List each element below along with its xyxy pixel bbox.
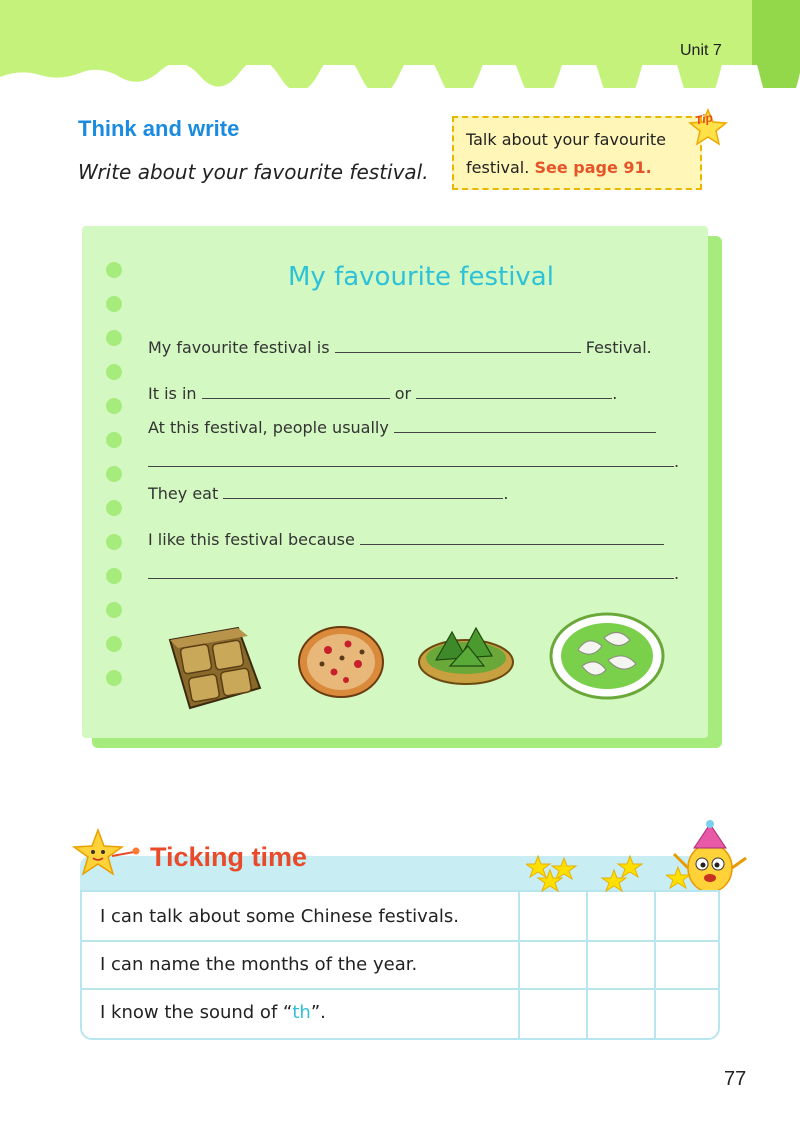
unit-label: Unit 7	[680, 42, 722, 59]
line-2-period: .	[612, 384, 618, 403]
binder-hole	[106, 296, 122, 312]
binder-hole	[106, 568, 122, 584]
writing-line-2	[148, 384, 617, 403]
page-number: 77	[724, 1068, 747, 1090]
tick-cell[interactable]	[520, 942, 586, 988]
tick-cell[interactable]	[588, 990, 654, 1036]
line-2-or: or	[394, 384, 412, 403]
line-3-prompt: At this festival, people usually	[148, 418, 389, 437]
card-title: My favourite festival	[288, 262, 554, 292]
tip-line-1: Talk about your favourite	[466, 130, 667, 149]
tip-text: festival.	[466, 158, 530, 177]
tick-cell[interactable]	[588, 942, 654, 988]
blank-reason-1[interactable]	[360, 531, 664, 545]
tip-line-2	[466, 158, 652, 177]
blank-activities-1[interactable]	[394, 419, 656, 433]
statement-part: ”.	[310, 1002, 326, 1023]
ticking-table	[80, 890, 720, 1040]
line-2-prompt: It is in	[148, 384, 197, 403]
line-1-suffix: Festival.	[585, 338, 652, 357]
line-5-prompt: They eat	[148, 484, 219, 503]
tick-cell[interactable]	[520, 990, 586, 1036]
tip-page-link[interactable]: See page 91.	[534, 158, 652, 177]
ticking-statement	[100, 1002, 326, 1023]
binder-hole	[106, 330, 122, 346]
binder-hole	[106, 670, 122, 686]
ticking-statement: I can talk about some Chinese festivals.	[100, 906, 459, 927]
pizza-icon	[296, 624, 386, 700]
zongzi-icon	[416, 620, 516, 686]
tick-cell[interactable]	[656, 942, 718, 988]
binder-hole	[106, 262, 122, 278]
line-5-period: .	[503, 484, 509, 503]
binder-hole	[106, 602, 122, 618]
ticking-statement: I can name the months of the year.	[100, 954, 418, 975]
line-7-period: .	[674, 564, 680, 583]
star-header-1	[666, 866, 692, 890]
binder-hole	[106, 398, 122, 414]
tick-cell[interactable]	[656, 990, 718, 1036]
tick-cell[interactable]	[520, 892, 586, 938]
writing-line-5	[148, 484, 508, 503]
mooncake-icon	[160, 622, 268, 714]
tick-cell[interactable]	[588, 892, 654, 938]
section-title: Think and write	[78, 116, 240, 141]
instruction-text: Write about your favourite festival.	[78, 160, 429, 184]
blank-festival-name[interactable]	[335, 339, 581, 353]
star-header-3	[526, 854, 582, 894]
line-6-prompt: I like this festival because	[148, 530, 355, 549]
th-sound-highlight: th	[292, 1002, 311, 1023]
dumplings-icon	[548, 610, 666, 700]
star-wand-icon	[72, 826, 142, 886]
binder-hole	[106, 636, 122, 652]
binder-hole	[106, 466, 122, 482]
tip-label: Tip	[693, 110, 715, 128]
star-header-2	[600, 854, 644, 894]
writing-line-1	[148, 338, 652, 357]
writing-line-6	[148, 530, 664, 549]
line-1-prompt: My favourite festival is	[148, 338, 330, 357]
tick-cell[interactable]	[656, 892, 718, 938]
writing-line-4	[148, 452, 679, 471]
binder-hole	[106, 432, 122, 448]
blank-month-1[interactable]	[202, 385, 390, 399]
statement-part: I know the sound of “	[100, 1002, 293, 1023]
blank-month-2[interactable]	[416, 385, 612, 399]
torn-edge	[0, 65, 800, 88]
writing-line-7	[148, 564, 679, 583]
blank-reason-2[interactable]	[148, 565, 674, 579]
binder-hole	[106, 534, 122, 550]
binder-hole	[106, 364, 122, 380]
writing-line-3	[148, 418, 656, 437]
blank-activities-2[interactable]	[148, 453, 674, 467]
ticking-title: Ticking time	[150, 842, 308, 872]
tip-box	[452, 116, 702, 190]
binder-hole	[106, 500, 122, 516]
line-4-period: .	[674, 452, 680, 471]
blank-food[interactable]	[223, 485, 503, 499]
